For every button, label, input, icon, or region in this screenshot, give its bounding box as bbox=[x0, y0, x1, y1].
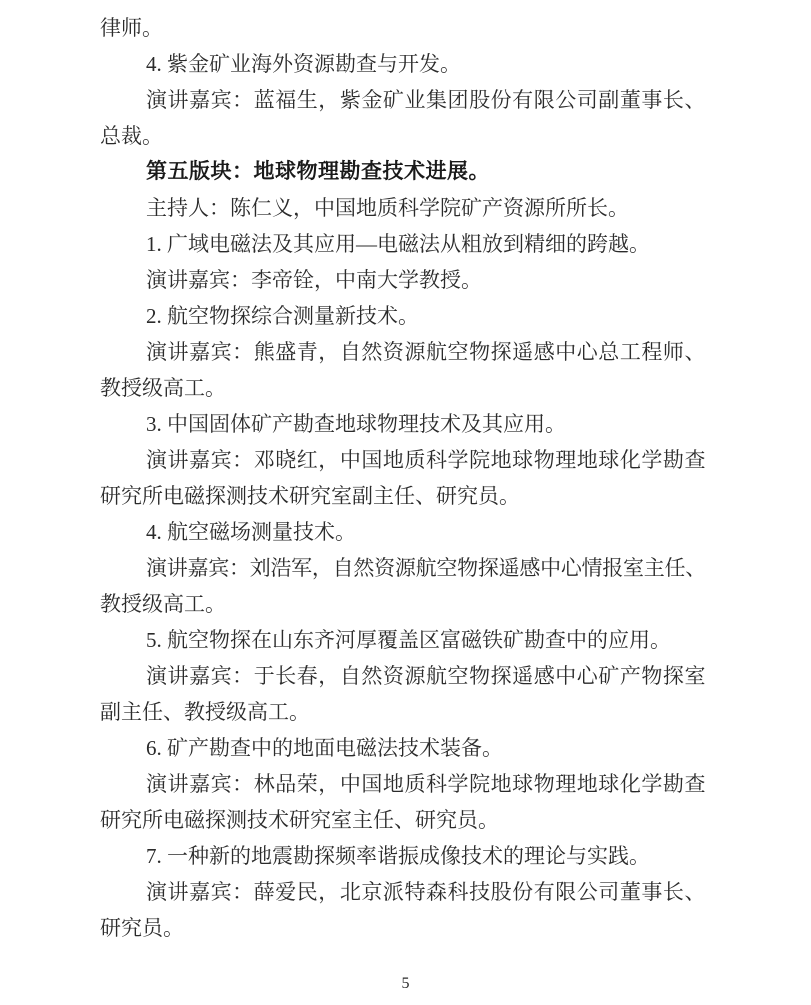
text-line: 研究员。 bbox=[100, 916, 184, 940]
text-line: 2. 航空物探综合测量新技术。 bbox=[146, 304, 419, 328]
text-line: 4. 紫金矿业海外资源勘查与开发。 bbox=[146, 52, 461, 76]
document-lines bbox=[100, 10, 706, 946]
text-line: 6. 矿产勘查中的地面电磁法技术装备。 bbox=[146, 736, 503, 760]
text-line: 1. 广域电磁法及其应用—电磁法从粗放到精细的跨越。 bbox=[146, 232, 650, 256]
text-line: 5. 航空物探在山东齐河厚覆盖区富磁铁矿勘查中的应用。 bbox=[146, 628, 671, 652]
text-line: 演讲嘉宾：邓晓红，中国地质科学院地球物理地球化学勘查 bbox=[146, 448, 706, 472]
text-line: 教授级高工。 bbox=[100, 592, 226, 616]
text-line: 演讲嘉宾：蓝福生，紫金矿业集团股份有限公司副董事长、 bbox=[146, 88, 706, 112]
text-line: 律师。 bbox=[100, 16, 163, 40]
text-line: 7. 一种新的地震勘探频率谐振成像技术的理论与实践。 bbox=[146, 844, 650, 868]
text-line: 研究所电磁探测技术研究室主任、研究员。 bbox=[100, 808, 499, 832]
text-line: 演讲嘉宾：熊盛青，自然资源航空物探遥感中心总工程师、 bbox=[146, 340, 706, 364]
text-line: 演讲嘉宾：李帝铨，中南大学教授。 bbox=[146, 268, 482, 292]
text-line: 总裁。 bbox=[100, 124, 163, 148]
text-line: 第五版块：地球物理勘查技术进展。 bbox=[146, 160, 490, 183]
text-line: 演讲嘉宾：林品荣，中国地质科学院地球物理地球化学勘查 bbox=[146, 772, 706, 796]
text-line: 副主任、教授级高工。 bbox=[100, 700, 310, 724]
text-line: 演讲嘉宾：薛爱民，北京派特森科技股份有限公司董事长、 bbox=[146, 880, 706, 904]
text-line: 主持人：陈仁义，中国地质科学院矿产资源所所长。 bbox=[146, 196, 629, 220]
page-number: 5 bbox=[401, 975, 410, 992]
text-line: 演讲嘉宾：于长春，自然资源航空物探遥感中心矿产物探室 bbox=[146, 664, 706, 688]
text-line: 教授级高工。 bbox=[100, 376, 226, 400]
text-line: 3. 中国固体矿产勘查地球物理技术及其应用。 bbox=[146, 412, 566, 436]
text-line: 4. 航空磁场测量技术。 bbox=[146, 520, 356, 544]
text-line: 研究所电磁探测技术研究室副主任、研究员。 bbox=[100, 484, 520, 508]
text-line: 演讲嘉宾：刘浩军，自然资源航空物探遥感中心情报室主任、 bbox=[146, 556, 706, 580]
